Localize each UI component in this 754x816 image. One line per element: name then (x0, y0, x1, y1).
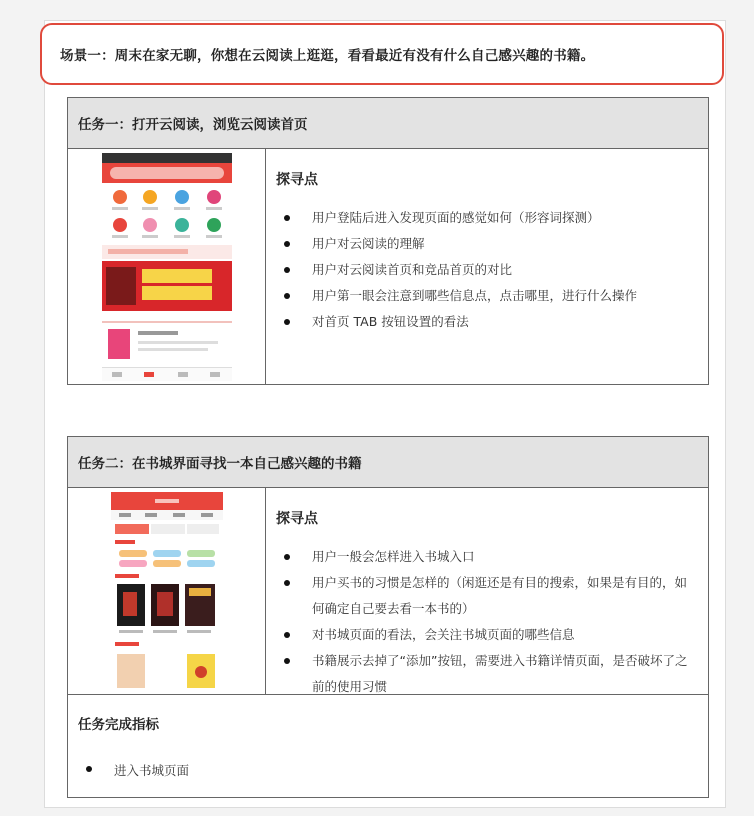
list-item: 用户买书的习惯是怎样的（闲逛还是有目的搜索，如果是有目的，如何确定自己要去看一本书的） (276, 570, 698, 622)
completion-criteria (68, 694, 708, 797)
task-one-screenshot-cell (68, 149, 266, 385)
task-one-points-title: 探寻点 (276, 172, 318, 188)
task-two-header (68, 437, 708, 488)
list-item: 用户对云阅读的理解 (276, 231, 698, 257)
completion-item: 进入书城页面 (78, 761, 698, 779)
task-one-points-cell (266, 149, 708, 385)
list-item: 用户对云阅读首页和竞品首页的对比 (276, 257, 698, 283)
bookstore-screenshot (111, 492, 223, 690)
scene-text: 场景一：周末在家无聊，你想在云阅读上逛逛，看看最近有没有什么自己感兴趣的书籍。 (60, 48, 595, 64)
list-item: 用户登陆后进入发现页面的感觉如何（形容词探测） (276, 205, 698, 231)
task-one-title: 任务一：打开云阅读，浏览云阅读首页 (78, 117, 308, 133)
app-home-screenshot (102, 153, 232, 381)
task-two-title: 任务二：在书城界面寻找一本自己感兴趣的书籍 (78, 456, 362, 472)
list-item: 书籍展示去掉了“添加”按钮，需要进入书籍详情页面，是否破坏了之前的使用习惯 (276, 648, 698, 700)
task-two-points-list (276, 544, 698, 700)
list-item: 对书城页面的看法，会关注书城页面的哪些信息 (276, 622, 698, 648)
list-item: 用户一般会怎样进入书城入口 (276, 544, 698, 570)
completion-title: 任务完成指标 (78, 717, 159, 733)
task-one-header (68, 98, 708, 149)
task-one-table (67, 97, 709, 385)
task-two-points-title: 探寻点 (276, 511, 318, 527)
task-two-table (67, 436, 709, 798)
task-two-points-cell (266, 488, 708, 694)
list-item: 用户第一眼会注意到哪些信息点，点击哪里，进行什么操作 (276, 283, 698, 309)
scene-box (40, 23, 724, 85)
task-two-screenshot-cell (68, 488, 266, 694)
list-item: 对首页 TAB 按钮设置的看法 (276, 309, 698, 335)
task-one-points-list (276, 205, 698, 335)
